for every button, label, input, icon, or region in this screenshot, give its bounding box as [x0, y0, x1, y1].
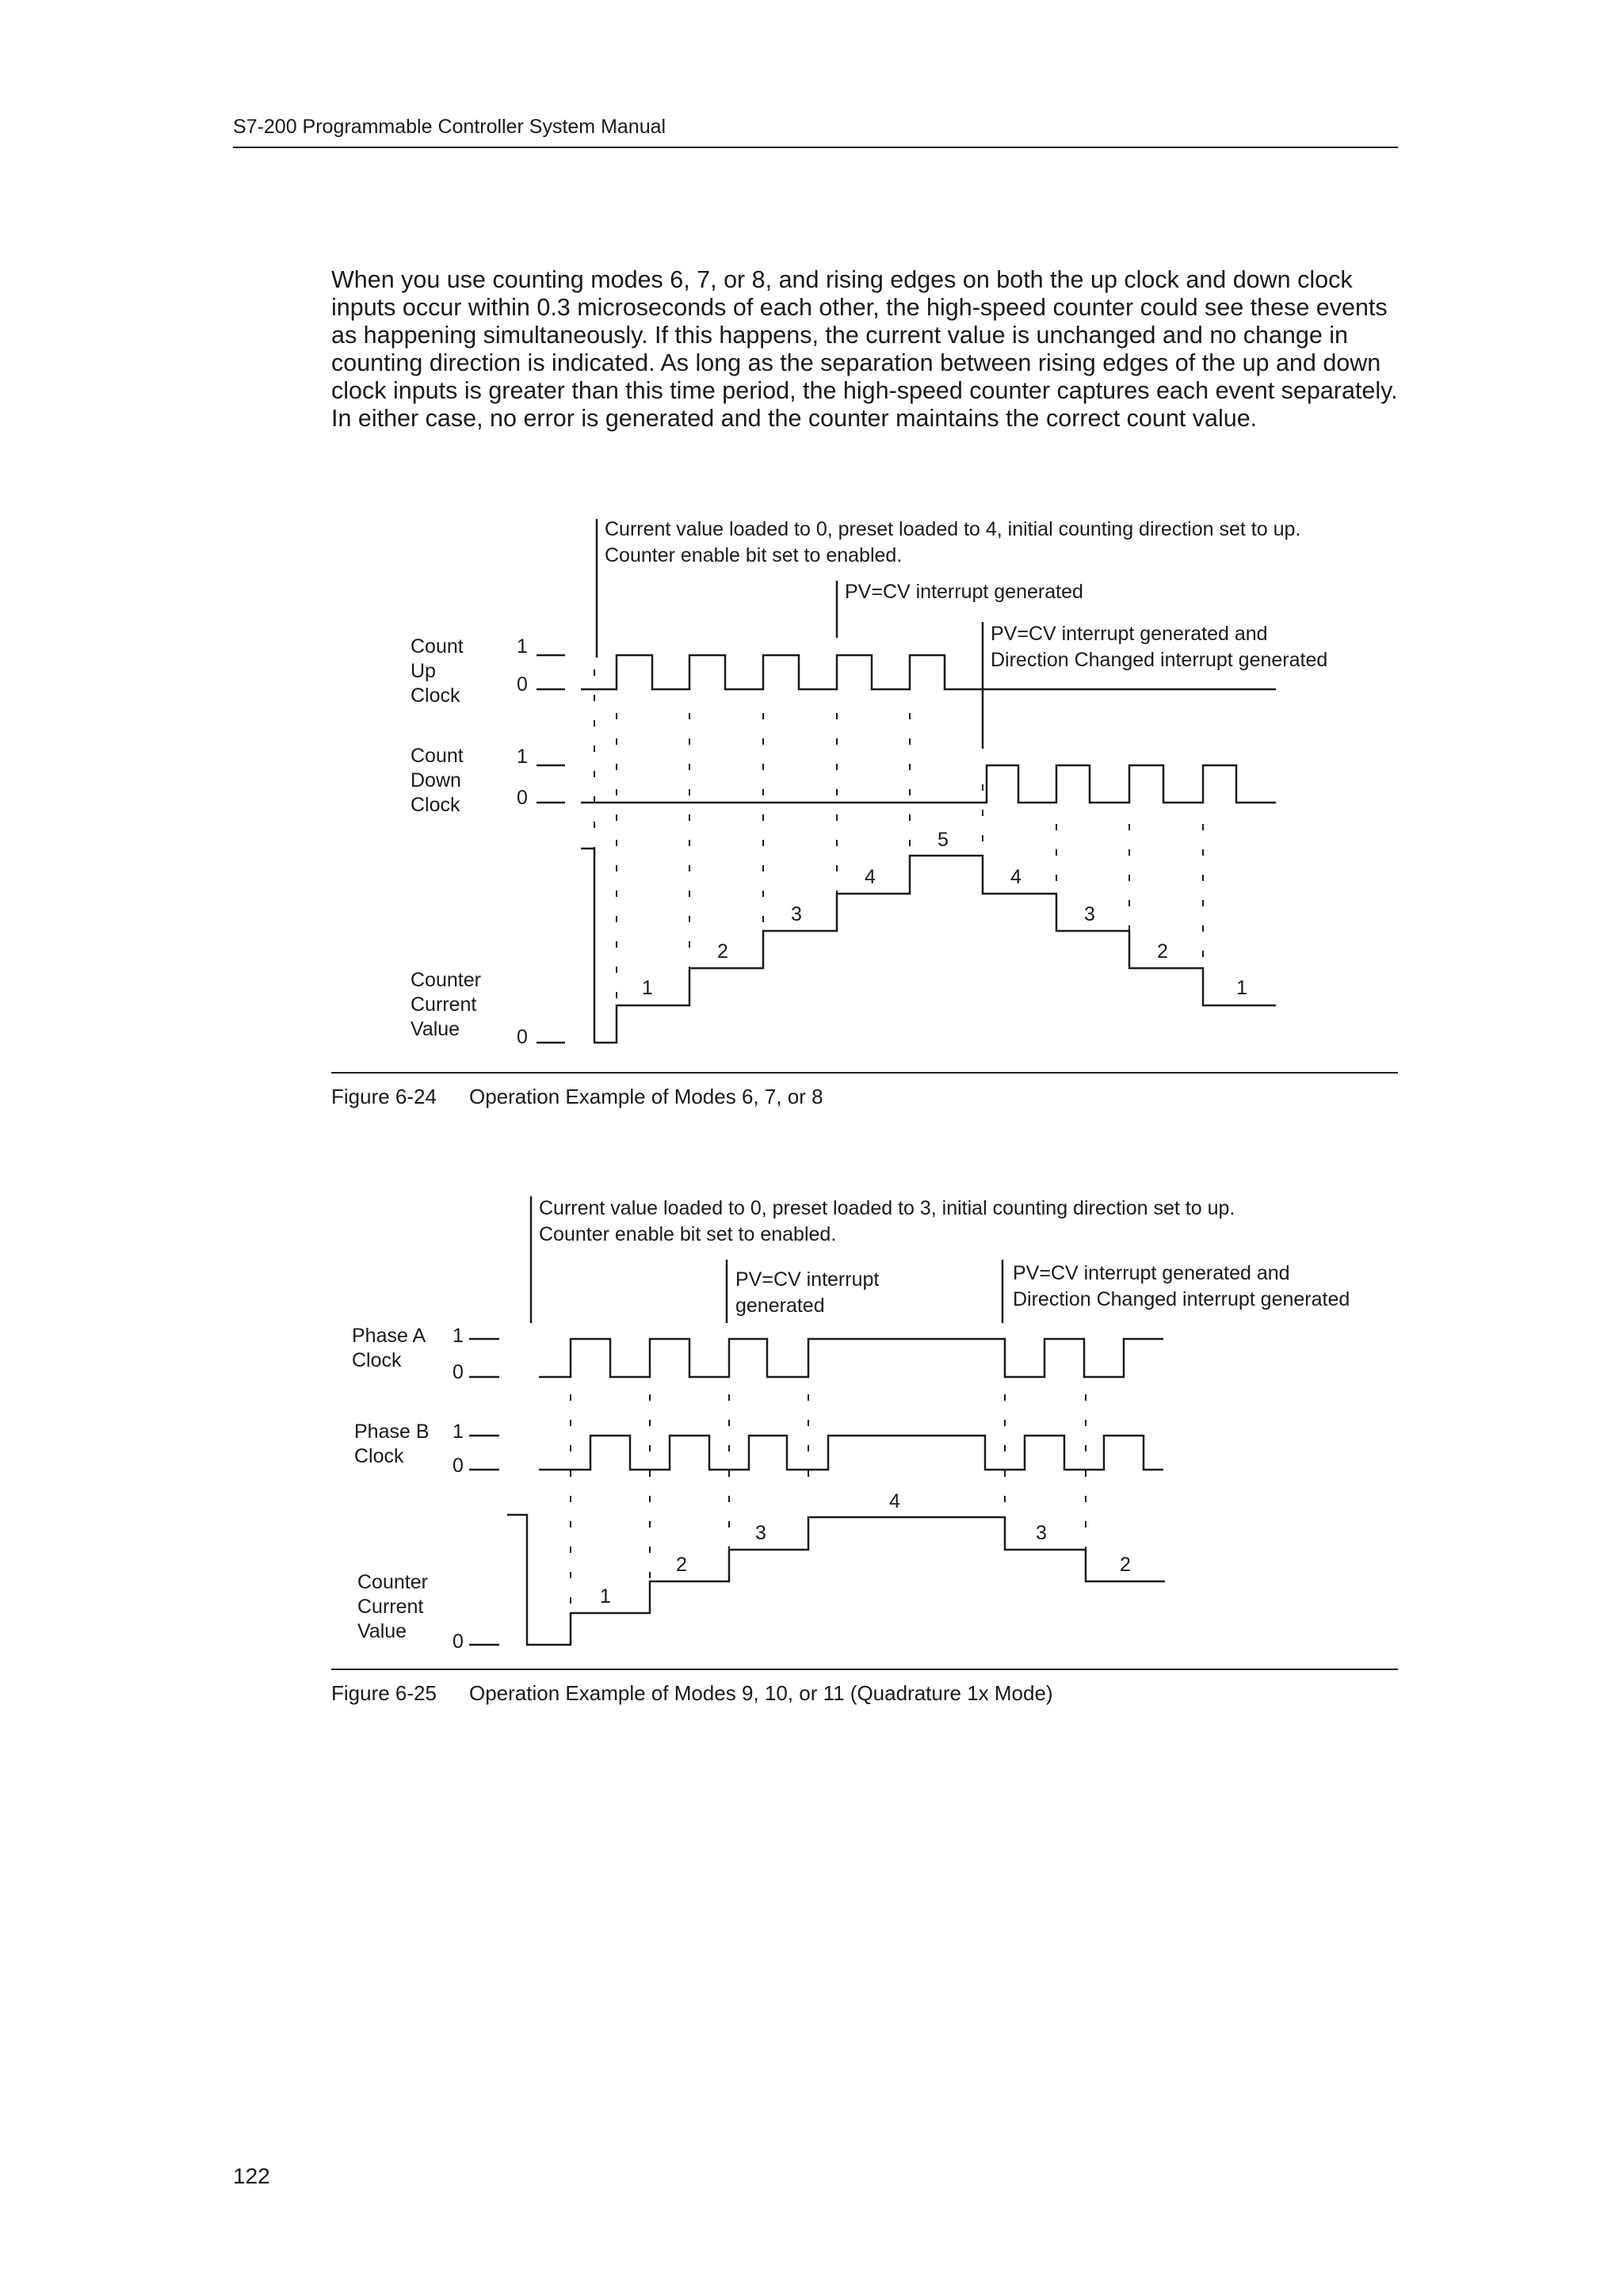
fig2-counter-level-zero: 0 — [453, 1630, 464, 1653]
fig1-count-value: 4 — [1010, 866, 1022, 888]
fig1-count-value: 1 — [642, 977, 653, 999]
figure-6-24-caption — [331, 1085, 823, 1109]
fig1-pv-cv-annotation: PV=CV interrupt generated — [845, 581, 1083, 603]
figure-6-24-rule — [331, 1072, 1398, 1074]
fig2-phase-b-level-high: 1 — [453, 1421, 464, 1443]
figure-6-25-caption — [331, 1681, 1053, 1706]
fig2-count-value: 4 — [889, 1490, 900, 1512]
fig2-load-annotation-line1: Current value loaded to 0, preset loaded to 3, initial counting direction set to up. — [539, 1197, 1235, 1219]
fig1-count-value: 1 — [1236, 977, 1247, 999]
fig2-counter-value-label-1: Counter — [357, 1571, 428, 1593]
fig1-down-level-high: 1 — [517, 746, 528, 768]
fig1-count-value: 5 — [938, 829, 949, 851]
fig1-load-annotation-line2: Counter enable bit set to enabled. — [605, 544, 903, 566]
body-paragraph: When you use counting modes 6, 7, or 8, and rising edges on both the up clock and down clock inputs occur within 0.3 microseconds of each other, the high-speed counter could see these events as happening simultaneously. If this happens, the current value is unchanged and no change in counting direction is indicated. As long as the separation between rising edges of the up and down clock inputs is greater than this time period, the high-speed counter captures each event separately. In either case, no error is generated and the counter maintains the correct count value. — [331, 266, 1398, 432]
count-down-clock-label-1: Count — [411, 745, 464, 767]
count-up-clock-label-2: Up — [411, 660, 436, 682]
fig1-count-value: 2 — [1157, 940, 1168, 963]
count-up-clock-label-1: Count — [411, 635, 464, 658]
fig2-phase-b-level-low: 0 — [453, 1455, 464, 1477]
fig1-count-value: 3 — [791, 903, 802, 925]
fig1-up-level-low: 0 — [517, 673, 528, 696]
fig2-count-value: 3 — [1036, 1522, 1047, 1544]
fig2-counter-value-label-3: Value — [357, 1620, 407, 1642]
counter-value-label-3: Value — [411, 1018, 460, 1040]
figure-6-25-rule — [331, 1669, 1398, 1670]
count-down-clock-label-3: Clock — [411, 794, 460, 816]
count-down-clock-label-2: Down — [411, 769, 461, 791]
fig2-count-value: 1 — [600, 1585, 611, 1608]
fig1-load-annotation-line1: Current value loaded to 0, preset loaded to 4, initial counting direction set to up. — [605, 518, 1301, 540]
page-number: 122 — [233, 2164, 270, 2188]
count-up-clock-label-3: Clock — [411, 685, 460, 707]
phase-b-clock-label-1: Phase B — [354, 1421, 430, 1443]
fig2-direction-annotation-line2: Direction Changed interrupt generated — [1013, 1288, 1350, 1310]
counter-value-label-1: Counter — [411, 969, 481, 991]
figure-6-24-diagram — [0, 507, 1623, 1046]
fig2-phase-a-level-high: 1 — [453, 1325, 464, 1347]
fig2-pv-annotation-line1: PV=CV interrupt — [735, 1268, 880, 1291]
fig2-phase-a-level-low: 0 — [453, 1361, 464, 1383]
figure-6-25-number: Figure 6-25 — [331, 1681, 437, 1705]
figure-6-25-diagram — [0, 1188, 1623, 1664]
fig2-direction-annotation-line1: PV=CV interrupt generated and — [1013, 1262, 1290, 1284]
fig2-count-value: 3 — [755, 1522, 766, 1544]
header-rule — [233, 147, 1398, 148]
fig1-count-value: 3 — [1084, 903, 1095, 925]
fig1-count-value: 4 — [865, 866, 876, 888]
fig2-count-value: 2 — [676, 1554, 687, 1576]
fig1-count-value: 2 — [717, 940, 728, 963]
fig1-direction-annotation-line2: Direction Changed interrupt generated — [991, 649, 1328, 671]
fig1-down-level-low: 0 — [517, 787, 528, 809]
fig2-pv-annotation-line2: generated — [735, 1295, 825, 1317]
fig1-up-level-high: 1 — [517, 635, 528, 658]
fig2-load-annotation-line2: Counter enable bit set to enabled. — [539, 1223, 837, 1245]
running-header: S7-200 Programmable Controller System Manual — [233, 116, 666, 138]
fig1-direction-annotation-line1: PV=CV interrupt generated and — [991, 623, 1268, 645]
figure-6-24-title: Operation Example of Modes 6, 7, or 8 — [469, 1085, 823, 1108]
fig1-counter-level-zero: 0 — [517, 1026, 528, 1046]
phase-b-clock-label-2: Clock — [354, 1445, 404, 1467]
figure-6-25-title: Operation Example of Modes 9, 10, or 11 (Quadrature 1x Mode) — [469, 1681, 1053, 1705]
counter-value-label-2: Current — [411, 994, 477, 1016]
phase-a-clock-label-2: Clock — [352, 1349, 402, 1371]
fig2-counter-value-label-2: Current — [357, 1596, 424, 1618]
fig2-count-value: 2 — [1120, 1554, 1131, 1576]
phase-a-clock-label-1: Phase A — [352, 1325, 426, 1347]
figure-6-24-number: Figure 6-24 — [331, 1085, 437, 1108]
